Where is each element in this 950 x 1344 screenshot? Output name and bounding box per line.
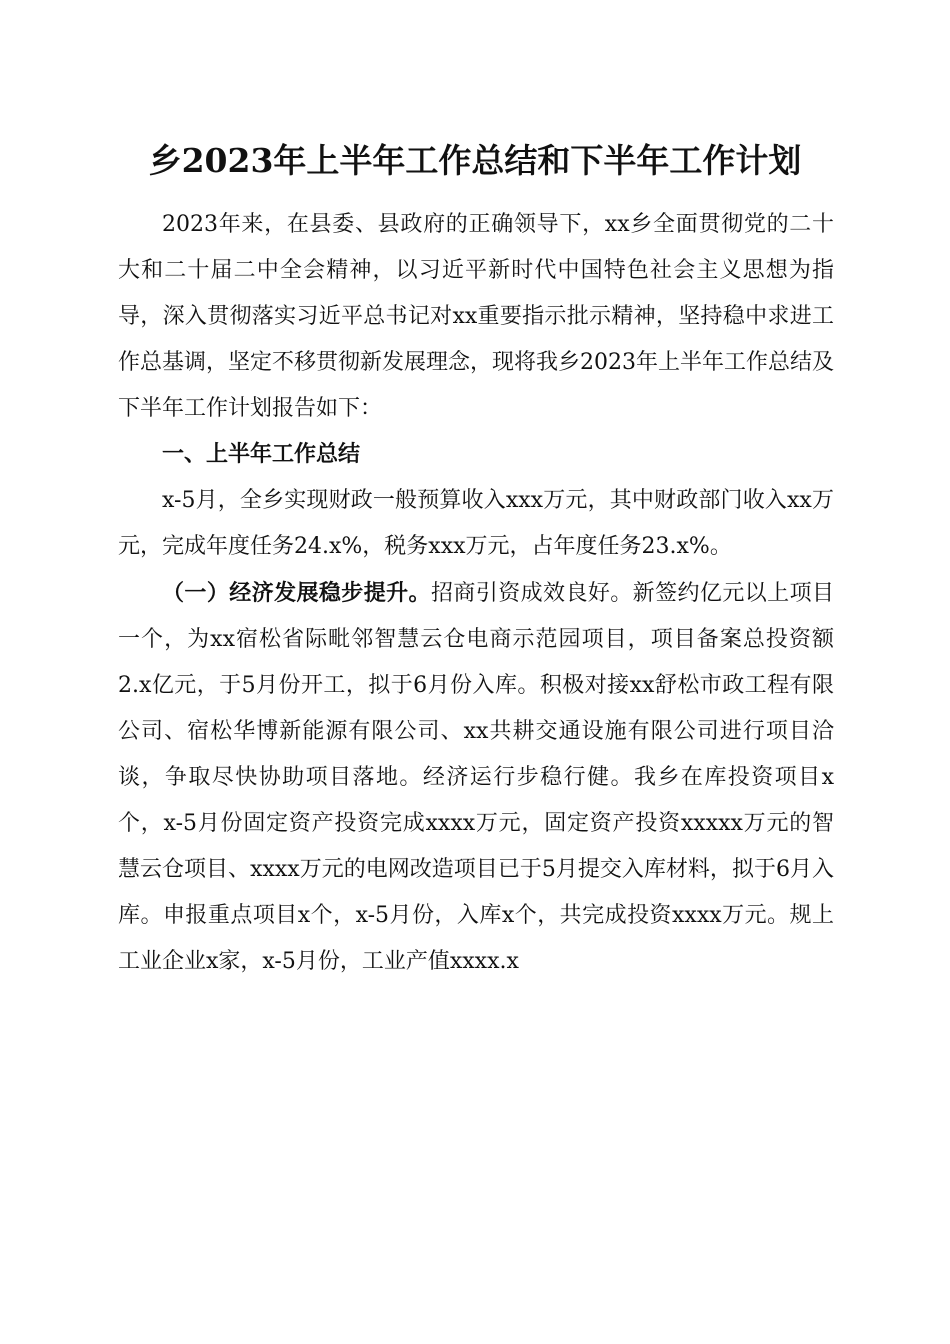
document-body <box>118 202 834 985</box>
economy-paragraph <box>118 570 834 985</box>
subsection-heading: （一）经济发展稳步提升。 <box>162 580 431 606</box>
subsection-text: 招商引资成效良好。新签约亿元以上项目一个，为xx宿松省际毗邻智慧云仓电商示范园项目，项目备案总投资额2.x亿元，于5月份开工，拟于6月份入库。积极对接xx舒松市政工程有限公司、宿松华博新能源有限公司、xx共耕交通设施有限公司进行项目洽谈，争取尽快协助项目落地。经济运行步稳行健。我乡在库投资项目x个，x-5月份固定资产投资完成xxxx万元，固定资产投资xxxxx万元的智慧云仓项目、xxxx万元的电网改造项目已于5月提交入库材料，拟于6月入库。申报重点项目x个，x-5月份，入库x个，共完成投资xxxx万元。规上工业企业x家，x-5月份，工业产值xxxx.x <box>118 581 834 974</box>
section-heading: 一、上半年工作总结 <box>162 442 361 467</box>
document-title: 乡2023年上半年工作总结和下半年工作计划 <box>148 141 802 180</box>
finance-paragraph: x-5月，全乡实现财政一般预算收入xxx万元，其中财政部门收入xx万元，完成年度任务24.x%，税务xxx万元，占年度任务23.x%。 <box>118 488 834 559</box>
intro-paragraph: 2023年来，在县委、县政府的正确领导下，xx乡全面贯彻党的二十大和二十届二中全会精神，以习近平新时代中国特色社会主义思想为指导，深入贯彻落实习近平总书记对xx重要指示批示精神，坚持稳中求进工作总基调，坚定不移贯彻新发展理念，现将我乡2023年上半年工作总结及下半年工作计划报告如下： <box>118 212 834 421</box>
